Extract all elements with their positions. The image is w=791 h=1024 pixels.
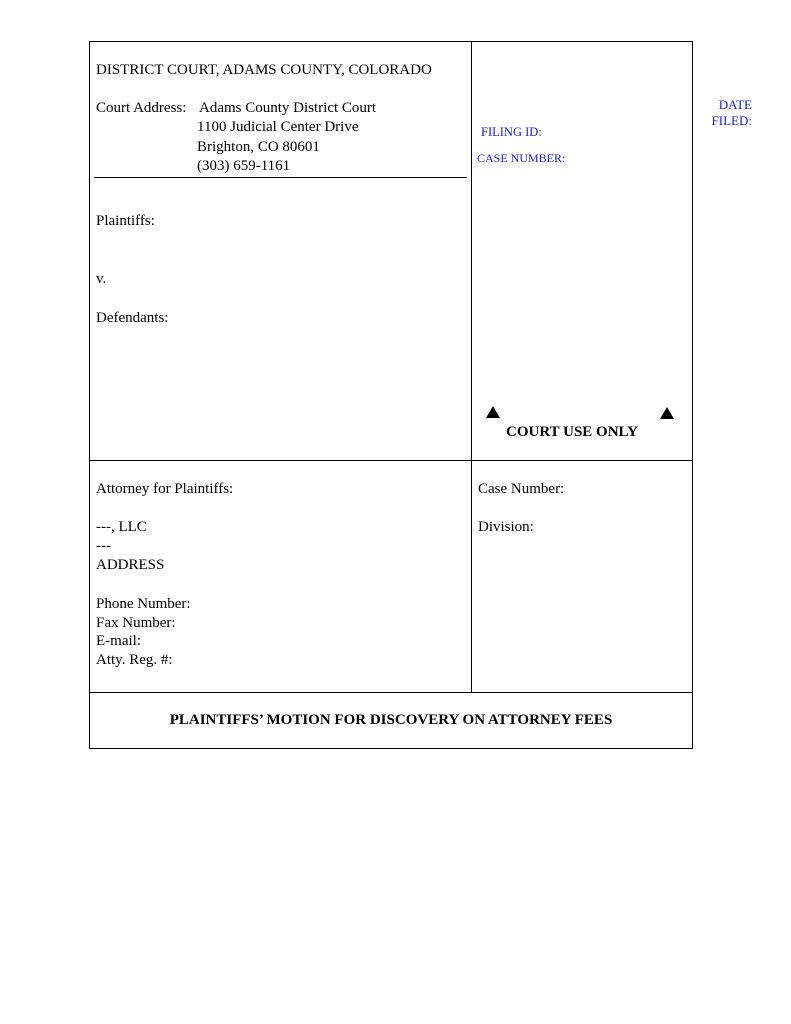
date-filed-line1: DATE: [718, 97, 752, 112]
attorney-name: ---: [96, 538, 111, 554]
row-divider-attorney: [89, 460, 693, 461]
date-filed-label: [700, 97, 752, 129]
email-label: E-mail:: [96, 633, 141, 649]
court-address-line4: (303) 659-1161: [197, 158, 291, 174]
court-address-line1: Adams County District Court: [199, 100, 377, 116]
attorney-reg-label: Atty. Reg. #:: [96, 652, 173, 668]
case-number-label: Case Number:: [478, 481, 565, 497]
right-triangle-icon: [660, 407, 674, 419]
case-number-stamp-label: CASE NUMBER:: [477, 151, 566, 165]
attorney-heading: Attorney for Plaintiffs:: [96, 481, 234, 497]
plaintiffs-label: Plaintiffs:: [96, 213, 155, 229]
attorney-address: ADDRESS: [96, 557, 165, 573]
court-address-label: Court Address:: [96, 100, 187, 116]
fax-label: Fax Number:: [96, 615, 176, 631]
filing-id-label: FILING ID:: [481, 125, 542, 139]
versus-label: v.: [96, 271, 107, 287]
court-address-line3: Brighton, CO 80601: [197, 139, 320, 155]
division-label: Division:: [478, 519, 534, 535]
column-divider: [471, 41, 472, 693]
court-use-only-label: COURT USE ONLY: [506, 424, 639, 440]
caption-table: [89, 41, 693, 749]
row-divider-title: [89, 692, 693, 693]
court-address-line2: 1100 Judicial Center Drive: [197, 119, 359, 135]
address-underline: [94, 177, 467, 178]
attorney-firm: ---, LLC: [96, 519, 147, 535]
document-title: PLAINTIFFS’ MOTION FOR DISCOVERY ON ATTORNEY FEES: [169, 712, 613, 728]
date-filed-line2: FILED:: [711, 113, 752, 128]
defendants-label: Defendants:: [96, 310, 169, 326]
left-triangle-icon: [486, 406, 500, 418]
court-name: DISTRICT COURT, ADAMS COUNTY, COLORADO: [96, 62, 432, 78]
phone-label: Phone Number:: [96, 596, 191, 612]
